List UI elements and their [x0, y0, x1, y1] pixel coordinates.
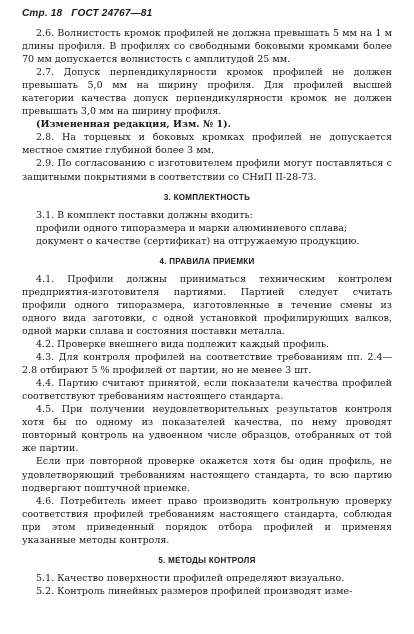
paragraph-4-5: 4.5. При получении неудовлетворительных результатов контроля хотя бы по одному из показателей качества, по нему проводят повторный контроль на удвоенном числе образцов, отобранных от той же партии. — [22, 404, 392, 455]
paragraph-2-7: 2.7. Допуск перпендикулярности кромок профилей не должен превышать 5,0 мм на ширину профиля. Для профилей высшей категории качества допуск перпендикулярности кромок не должен превышать 3,0 мм на ширину профиля. — [22, 67, 392, 118]
paragraph-5-2: 5.2. Контроль линейных размеров профилей производят изме- — [36, 585, 353, 597]
section-heading-completeness: 3. КОМПЛЕКТНОСТЬ — [163, 192, 251, 202]
standard-number: ГОСТ 24767—81 — [71, 8, 153, 19]
section-heading-acceptance-rules: 4. ПРАВИЛА ПРИЕМКИ — [159, 256, 255, 266]
amendment-note: (Измененная редакция, Изм. № 1). — [36, 119, 231, 131]
paragraph-4-4: 4.4. Партию считают принятой, если показатели качества профилей соответствуют требованиям настоящего стандарта. — [22, 378, 392, 403]
paragraph-4-6: 4.6. Потребитель имеет право производить контрольную проверку соответствия профилей требованиям настоящего стандарта, соблюдая при этом приведенный порядок отбора профилей и применяя указанные методы контроля. — [22, 495, 392, 546]
paragraph-2-8: 2.8. На торцевых и боковых кромках профилей не допускается местное смятие глубиной более 3 мм. — [22, 132, 392, 157]
page-content — [22, 27, 392, 598]
paragraph-4-5-continued: Если при повторной проверке окажется хотя бы один профиль, не удовлетворяющий требованиям настоящего стандарта, то всю партию подвергают поштучной приемке. — [22, 456, 392, 494]
paragraph-5-1: 5.1. Качество поверхности профилей определяют визуально. — [36, 572, 345, 584]
paragraph-3-1-item-certificate: документ о качестве (сертификат) на отгружаемую продукцию. — [36, 235, 360, 247]
paragraph-3-1: 3.1. В комплект поставки должны входить: — [36, 209, 253, 221]
section-heading-control-methods: 5. МЕТОДЫ КОНТРОЛЯ — [158, 555, 256, 565]
paragraph-3-1-item-profiles: профили одного типоразмера и марки алюминиевого сплава; — [36, 222, 348, 234]
paragraph-4-1: 4.1. Профили должны приниматься техническим контролем предприятия-изготовителя партиями. Партией следует считать профили одного типоразмера, изготовленные в течение смены из одного вида заготовки, с одной установкой профилирующих валков, одной марки сплава и состояния поставки металла. — [22, 273, 392, 337]
page-number: Стр. 18 — [22, 8, 63, 19]
paragraph-2-6: 2.6. Волнистость кромок профилей не должна превышать 5 мм на 1 м длины профиля. В профилях со свободными боковыми кромками более 70 мм допускается волнистость с амплитудой 25 мм. — [22, 28, 392, 66]
paragraph-4-2: 4.2. Проверке внешнего вида подлежит каждый профиль. — [36, 339, 330, 351]
page-header — [22, 8, 158, 19]
paragraph-2-9: 2.9. По согласованию с изготовителем профили могут поставляться с защитными покрытиями в соответствии со СНиП II-28-73. — [22, 158, 392, 183]
paragraph-4-3: 4.3. Для контроля профилей на соответствие требованиям пп. 2.4—2.8 отбирают 5 % профилей от партии, но не менее 3 шт. — [22, 352, 392, 377]
